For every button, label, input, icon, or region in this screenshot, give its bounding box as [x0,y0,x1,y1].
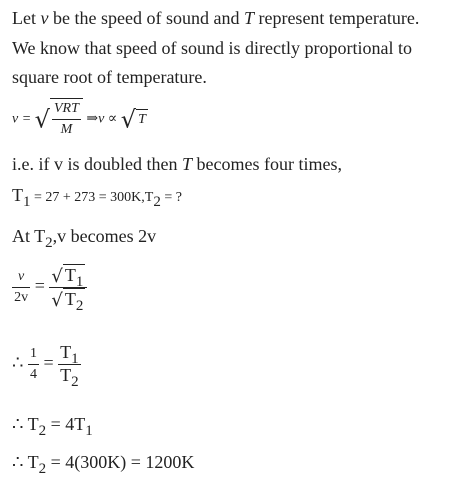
equals: = [43,352,54,373]
therefore-symbol: ∴ [12,352,24,373]
subscript: 1 [71,351,79,367]
formula-T: T [136,109,148,130]
text: = 4(300K) = 1200K [46,452,195,472]
subscript: 2 [153,194,161,210]
formula-lhs: v = [12,111,32,127]
subscript: 2 [71,374,79,390]
subscript: 2 [45,235,53,251]
text: = 27 + 273 = 300K,T [30,190,154,205]
text: represent temperature. [253,8,420,28]
var-T: T [243,8,254,28]
text: = 4T [46,414,86,434]
formula-implies: ⇒v ∝ [86,111,118,127]
intro-line-3: square root of temperature. [12,67,207,87]
final-answer [12,452,195,477]
t1-line [12,185,182,208]
intro-line-1 [12,8,419,28]
text: becomes four times, [192,154,342,174]
formula-denominator: M [60,122,73,137]
subscript: 1 [75,274,84,290]
ratio-denominator-left: 2v [14,290,29,305]
subscript: 2 [38,461,47,477]
speed-formula [12,98,148,140]
text: i.e. if v is doubled then [12,154,182,174]
ratio-numerator-left: v [12,267,30,288]
var-v: v [40,8,49,28]
quarter-equation [12,342,81,390]
ratio-equation: $\frac{v}{2v}$ = $\frac{√ T_1}{√ T_2}$ [12,264,87,311]
sqrt-sign: √ [34,105,50,134]
text: T [12,185,23,205]
subscript: 2 [75,298,84,314]
quarter-numerator: 1 [28,344,39,365]
text: = ? [160,190,182,205]
quarter-denominator: 4 [29,367,37,382]
equals: = [34,275,45,296]
sqrt-sign: √ [120,105,137,134]
text: ∴ T [12,414,39,434]
ie-line [12,154,342,174]
subscript: 1 [85,423,93,439]
formula-numerator: VRT [52,99,81,120]
quarter-denominator-right: T [60,365,72,385]
text: ∴ T [12,452,39,472]
text: At T [12,226,46,246]
at-line [12,226,157,251]
ratio-denominator-right: T [64,289,76,309]
t2-equation [12,414,93,439]
intro-line-2: We know that speed of sound is directly proportional to [12,38,412,58]
var-T: T [181,154,192,174]
subscript: 2 [38,423,47,439]
subscript: 1 [23,194,31,210]
text: be the speed of sound and [48,8,244,28]
text: ,v becomes 2v [52,226,157,246]
ratio-numerator-right: T [64,265,76,285]
text: Let [12,8,41,28]
quarter-numerator-right: T [60,342,72,362]
